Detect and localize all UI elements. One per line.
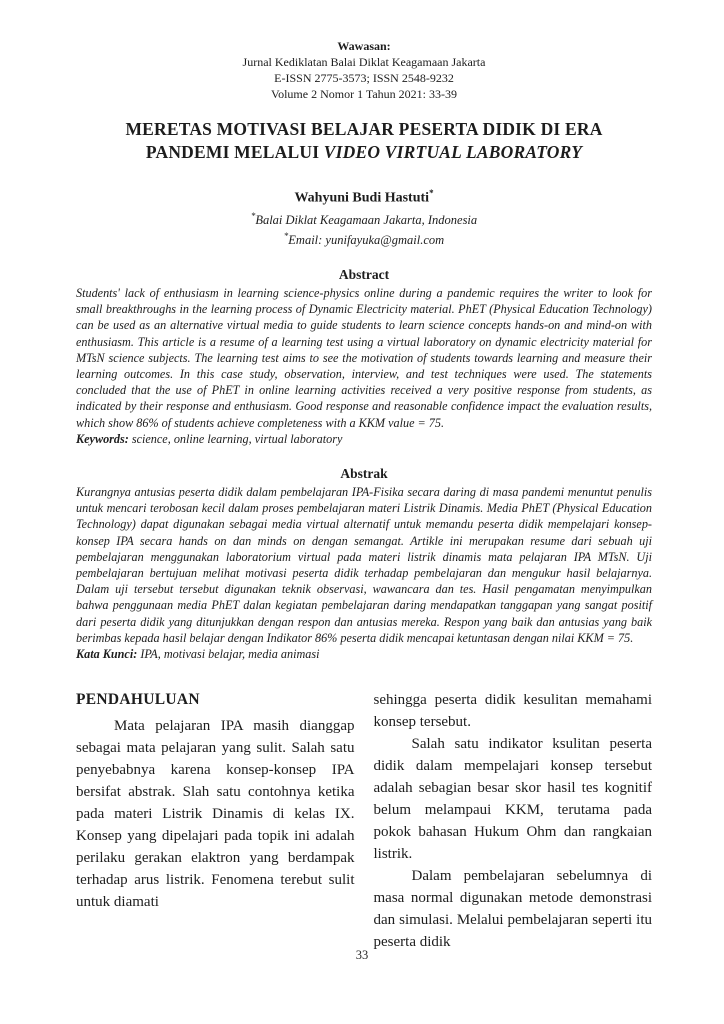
- affiliation-text: Balai Diklat Keagamaan Jakarta, Indonesia: [255, 212, 478, 227]
- journal-issn: E-ISSN 2775-3573; ISSN 2548-9232: [274, 71, 454, 85]
- author-affiliation: [76, 208, 652, 228]
- abstract-id-keywords: [76, 646, 652, 662]
- email-text: Email: yunifayuka@gmail.com: [288, 232, 445, 247]
- body-column-left: [76, 689, 355, 953]
- abstract-id-heading: Abstrak: [340, 466, 388, 481]
- body-paragraph: Salah satu indikator ksulitan peserta didik dalam mempelajari konsep tersebut adalah sebagian besar skor hasil tes kognitif belum melampaui KKM, terutama pada pokok bahasan Hukum Ohm dan rangkaian listrik.: [373, 736, 652, 863]
- abstract-en-keywords-text: science, online learning, virtual laboratory: [128, 431, 343, 446]
- journal-volume: Volume 2 Nomor 1 Tahun 2021: 33-39: [270, 87, 458, 101]
- body-columns: [76, 689, 652, 953]
- abstract-id-body: Kurangnya antusias peserta didik dalam pembelajaran IPA-Fisika secara daring di masa pandemi menuntut penulis untuk mencari terobosan kecil dalam proses pembelajaran materi Listrik Dinamis. Media PhET (Physical Education Technology) dapat digunakan sebagai media virtual alternatif untuk memandu peserta didik mempelajari konsep-konsep IPA secara hands on dan minds on dengan semangat. Artikle ini merupakan resume dari sebuah uji pembelajaran menggunakan laboratorium virtual pada materi listrik dinamis mata pelajaran IPA MTsN. Uji pembelajaran bertujuan melihat motivasi peserta didik terhadap pembelajaran dan mengukur hasil belajarnya. Dalam uji tersebut tersebut digunakan teknik observasi, wawancara dan tes. Hasil pengamatan menyimpulkan bahwa penggunaan media PhET dalan kegiatan pembelajaran daring mendapatkan tanggapan yang sangat positif dari peserta didik yang ditunjukkan dengan respon dan antusias mereka. Respon yang baik dan antusias yang baik berimbas kepada hasil belajar dengan Indikator 86% peserta didik mencapai ketuntasan dengan nilai KKM = 75.: [76, 485, 652, 645]
- journal-subtitle: Jurnal Kediklatan Balai Diklat Keagamaan Jakarta: [242, 55, 486, 69]
- article-title-line1: MERETAS MOTIVASI BELAJAR PESERTA DIDIK DI ERA: [125, 119, 603, 139]
- article-title-line2-italic: VIDEO VIRTUAL LABORATORY: [323, 142, 583, 162]
- author-marker: *: [429, 188, 434, 198]
- email-marker: *: [283, 230, 289, 241]
- body-paragraph: sehingga peserta didik kesulitan memahami konsep tersebut.: [373, 692, 652, 731]
- author-block: [76, 184, 652, 248]
- section-heading-pendahuluan: PENDAHULUAN: [76, 691, 200, 709]
- page-number: 33: [355, 948, 369, 962]
- author-name-text: Wahyuni Budi Hastuti: [294, 190, 430, 206]
- author-name: [76, 184, 652, 208]
- affiliation-marker: *: [250, 210, 256, 221]
- body-paragraph: Mata pelajaran IPA masih dianggap sebagai mata pelajaran yang sulit. Salah satu penyebabnya karena konsep-konsep IPA bersifat abstrak. Slah satu contohnya ketika pada materi Listrik Dinamis di kelas IX. Konsep yang dipelajari pada topik ini adalah perilaku gerakan elaktron yang berdampak terhadap arus listrik. Fenomena terebut sulit untuk diamati: [76, 718, 355, 911]
- author-email: [76, 228, 652, 248]
- body-paragraph: Dalam pembelajaran sebelumnya di masa normal digunakan metode demonstrasi dan simulasi. Melalui pembelajaran seperti itu peserta didik: [373, 868, 652, 951]
- abstract-en-body: Students' lack of enthusiasm in learning science-physics online during a pandemic requires the writer to look for small breakthroughs in the learning process of Dynamic Electricity material. PhET (Physical Education Technology) can be used as an alternative virtual media to guide students to learn science concepts hands-on and mind-on with enthusiasm. This article is a resume of a learning test using a virtual laboratory on dynamic electricity material for MTsN science subjects. The learning test aims to see the motivation of students towards learning and measure their learning outcomes. In this case study, observation, interview, and test techniques were used. The statements concluded that the use of PhET in online learning activities received a very positive response from students, as indicated by their response and enthusiasm. Good response and reasonable confidence impact the evaluation results, which show 86% of students achieve completeness with a KKM value = 75.: [76, 285, 652, 430]
- abstract-en-keywords-label: Keywords:: [76, 431, 129, 446]
- abstract-id-keywords-label: Kata Kunci:: [76, 647, 138, 662]
- body-column-right: [374, 689, 653, 953]
- article-title-line2-prefix: PANDEMI MELALUI: [145, 142, 324, 162]
- journal-name: Wawasan:: [337, 39, 391, 53]
- abstract-en-keywords: [76, 431, 652, 447]
- journal-header: [76, 38, 652, 102]
- abstract-en-heading: Abstract: [338, 266, 390, 282]
- article-title: [76, 118, 652, 164]
- abstract-id-keywords-text: IPA, motivasi belajar, media animasi: [137, 647, 320, 662]
- article-title-line2: [76, 141, 652, 164]
